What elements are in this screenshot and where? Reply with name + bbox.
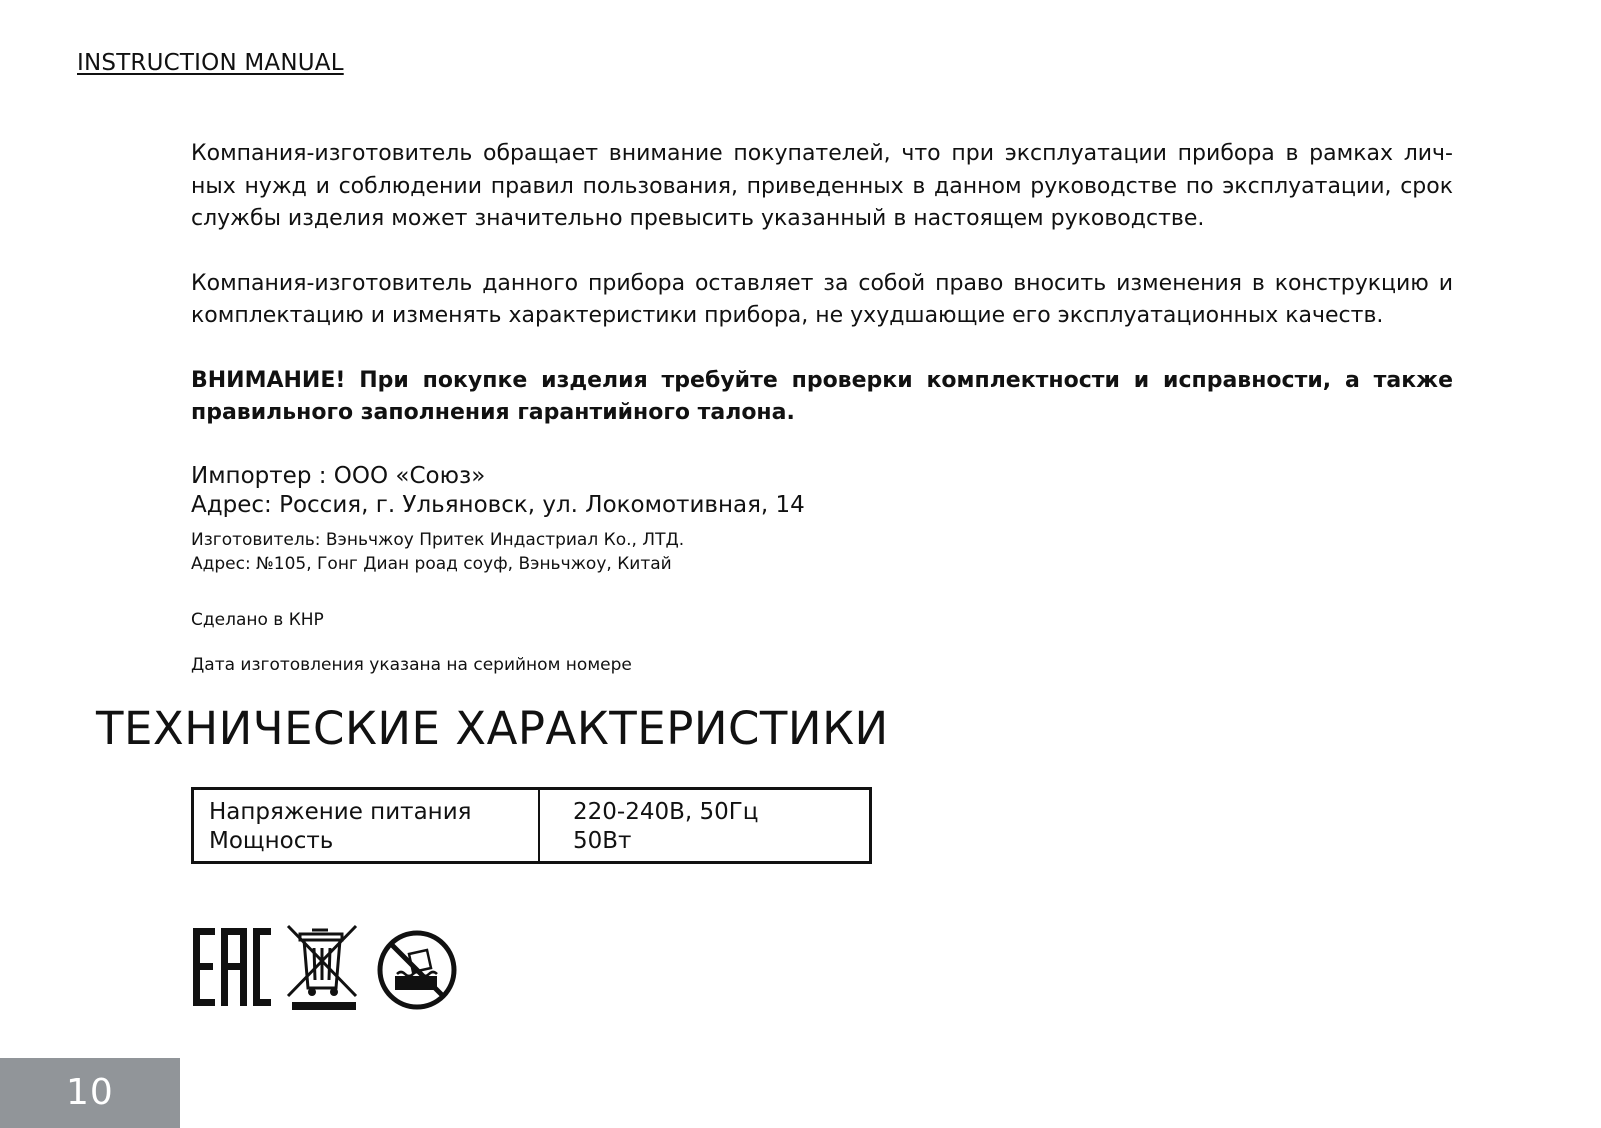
importer-name: Импортер : ООО «Союз» [191,463,486,489]
manufacturer-block [191,528,684,576]
spec-label: Напряжение питания [209,799,472,825]
spec-values-column [540,790,869,861]
warning-paragraph: ВНИМАНИЕ! При покупке изделия требуйте проверки комплектности и исправности, а также правильного заполнения гарантийного талона. [191,367,1453,425]
eac-mark-icon [191,926,273,1008]
service-life-paragraph: Компания-изготовитель обращает внимание покупателей, что при эксплуатации прибора в рамках лич-ных нужд и соблюдении правил пользования, приведенных в данном руководстве по эксплуатации, срок службы изделия может значительно превысить указанный в настоящем руководстве. [191,141,1453,231]
spec-value: 50Вт [573,828,632,854]
manufacturer-name: Изготовитель: Вэньчжоу Притек Индастриал Ко., ЛТД. [191,530,685,550]
spec-labels-column [194,790,540,861]
design-changes-paragraph: Компания-изготовитель данного прибора оставляет за собой право вносить изменения в конструкцию и комплектацию и изменять характеристики прибора, не ухудшающие его эксплуатационных качеств. [191,270,1453,328]
importer-address: Адрес: Россия, г. Ульяновск, ул. Локомотивная, 14 [191,492,805,518]
importer-block [191,462,805,520]
intro-section [191,138,1453,430]
tech-specs-title: ТЕХНИЧЕСКИЕ ХАРАКТЕРИСТИКИ [96,702,889,755]
spec-label: Мощность [209,828,334,854]
spec-value: 220-240В, 50Гц [573,799,759,825]
manufacture-date-note: Дата изготовления указана на серийном номере [191,655,632,675]
page-number: 10 [0,1058,180,1128]
crossed-out-bin-icon [284,922,364,1014]
no-water-immersion-icon [375,928,459,1012]
origin-text: Сделано в КНР [191,610,324,630]
document-header: INSTRUCTION MANUAL [77,50,344,76]
tech-specs-table [191,787,872,864]
manufacturer-address: Адрес: №105, Гонг Диан роад соуф, Вэньчжоу, Китай [191,554,672,574]
